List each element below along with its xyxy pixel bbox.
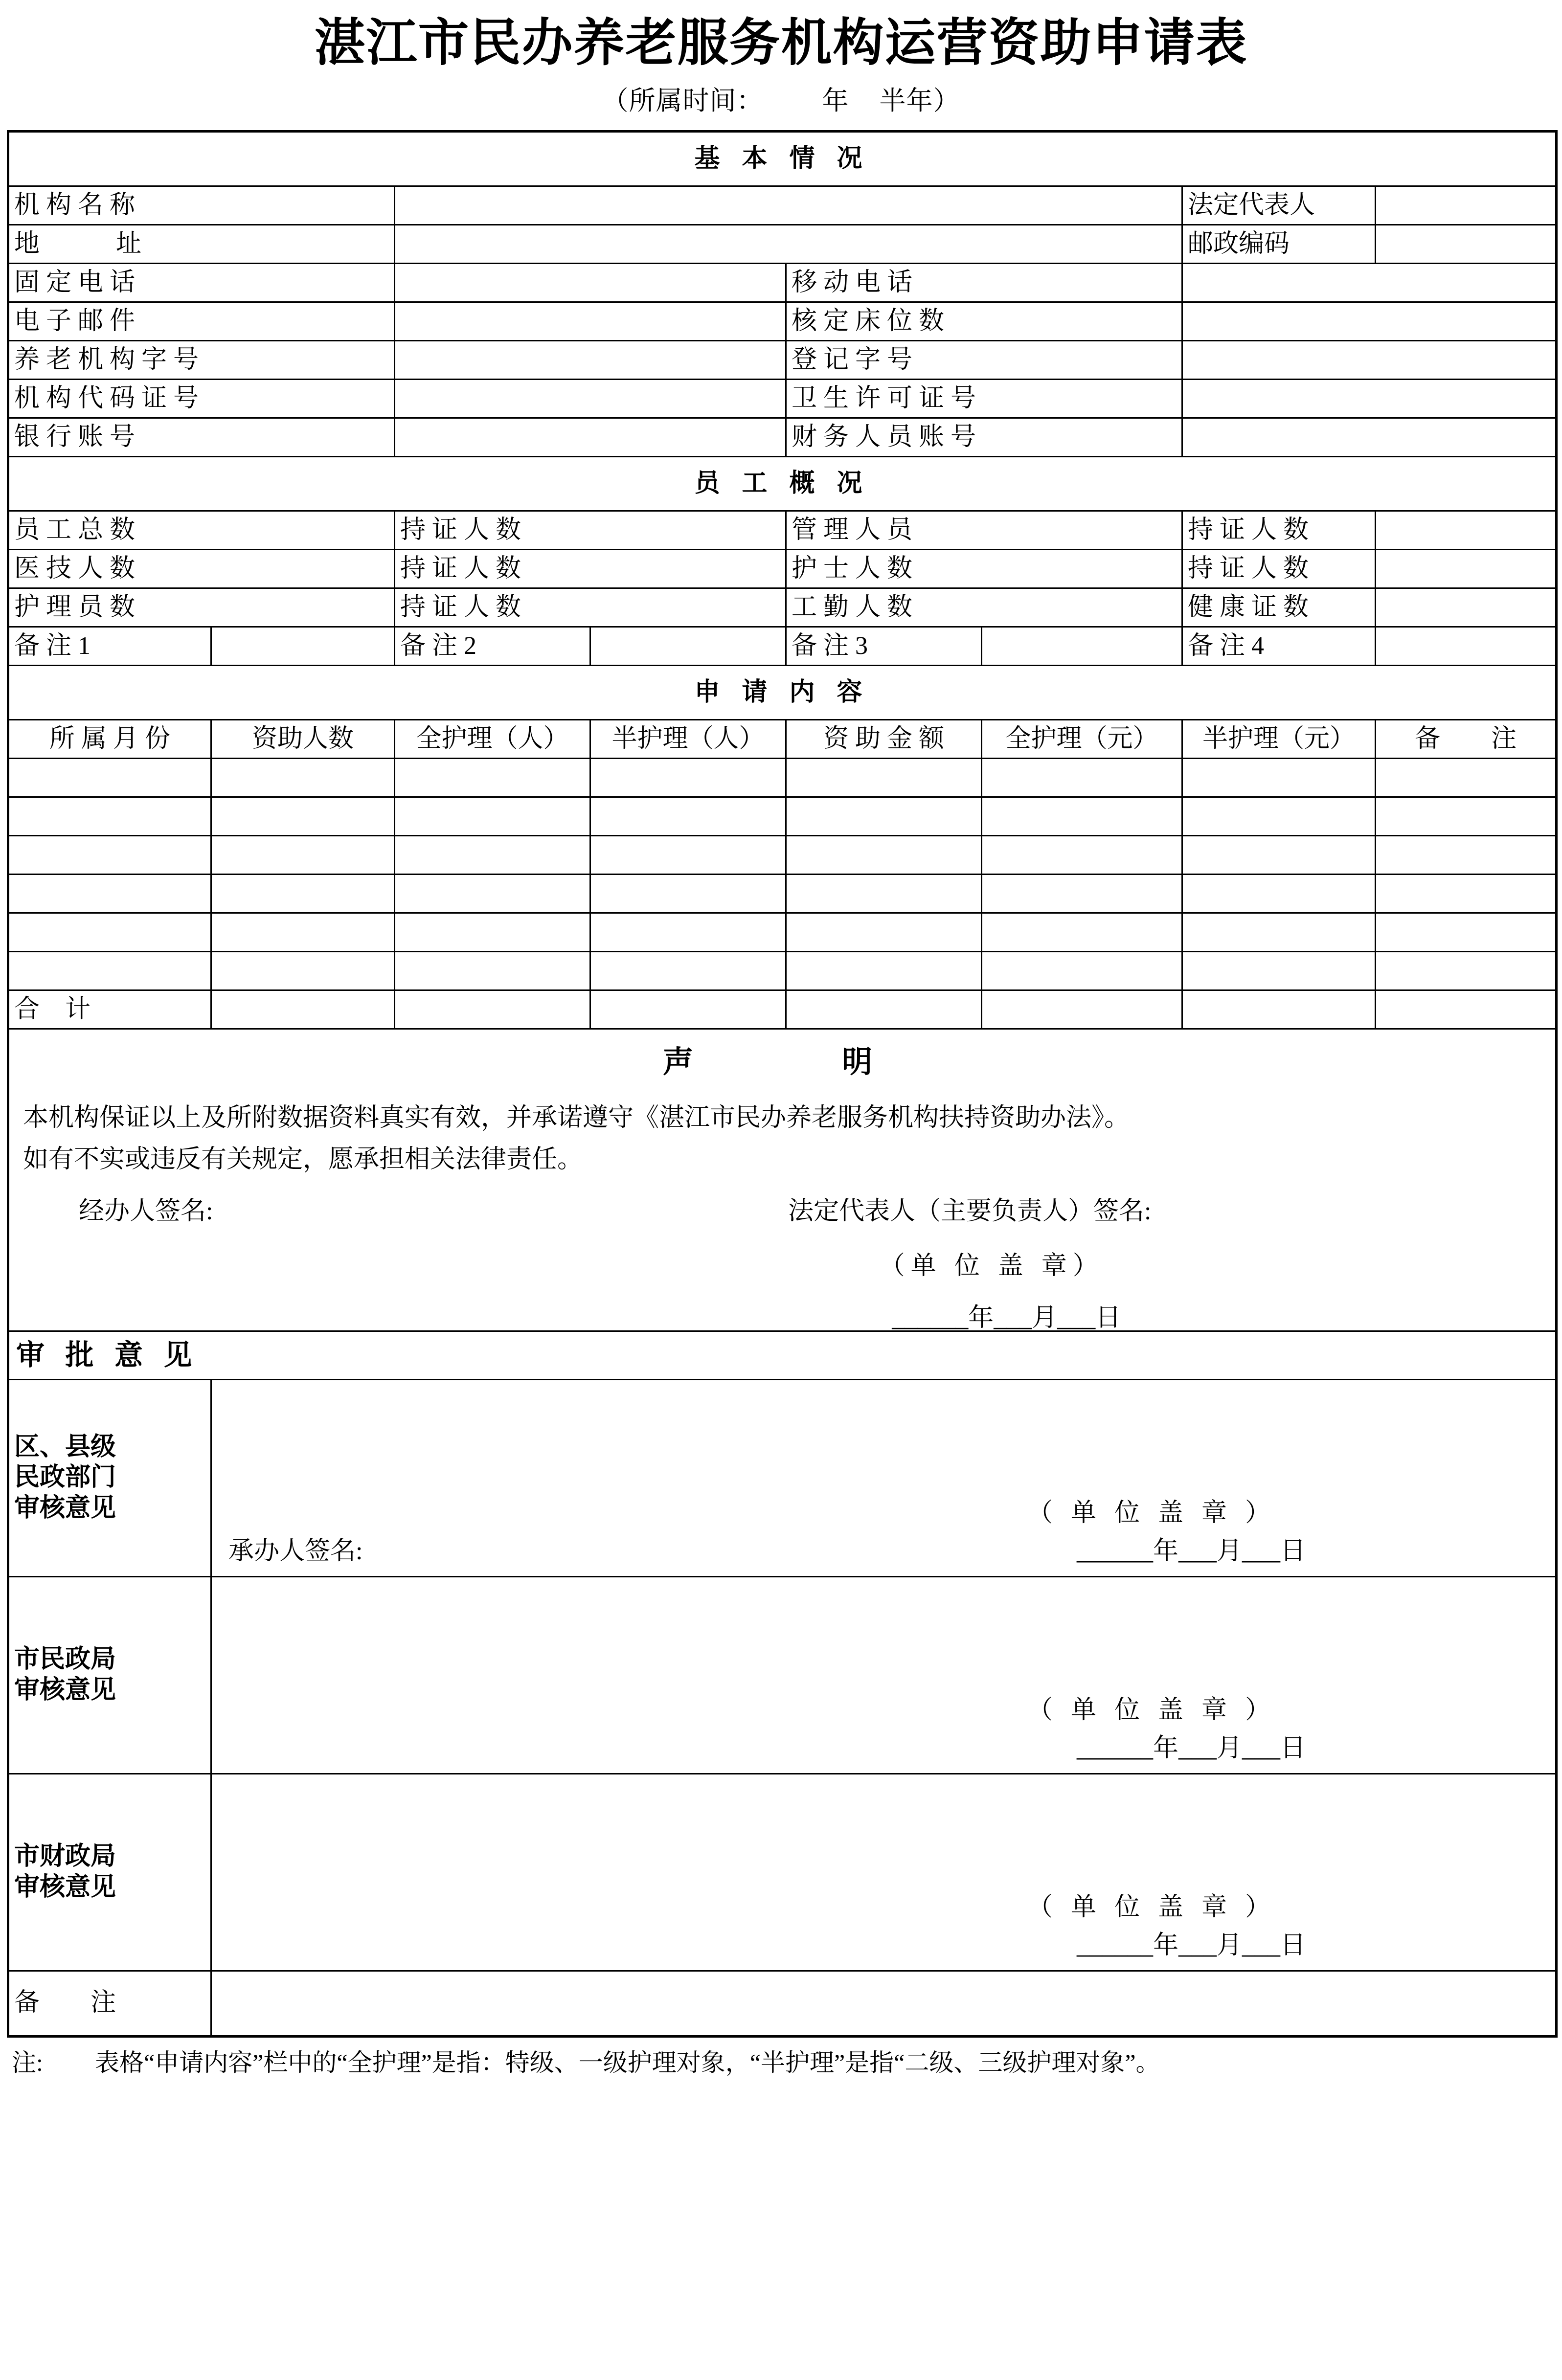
cell-remark[interactable] xyxy=(1376,952,1557,990)
column-header-half-care-persons: 半护理（人） xyxy=(590,720,786,759)
field-legal-rep[interactable] xyxy=(1376,186,1557,225)
label-bottom-remark: 备 注 xyxy=(8,1971,211,2036)
label-remark-2: 备 注 2 xyxy=(395,627,590,666)
approval-body-city-civil-affairs[interactable] xyxy=(211,1576,1557,1774)
signature-area xyxy=(20,1179,1544,1331)
approval-label-district-line3: 审核意见 xyxy=(14,1494,116,1522)
cell-month[interactable] xyxy=(8,797,211,836)
field-registration-code[interactable] xyxy=(1182,341,1557,380)
field-remark-3[interactable] xyxy=(982,627,1182,666)
row-eldercare-code xyxy=(8,341,1557,380)
total-subsidy-count[interactable] xyxy=(211,990,395,1029)
application-total-row xyxy=(8,990,1557,1029)
label-postcode: 邮政编码 xyxy=(1182,225,1376,264)
label-caregivers: 护 理 员 数 xyxy=(8,588,395,627)
label-remark-1: 备 注 1 xyxy=(8,627,211,666)
table-row xyxy=(8,913,1557,952)
column-header-full-care-persons: 全护理（人） xyxy=(395,720,590,759)
approval-seal-district: （ 单 位 盖 章 ） xyxy=(1027,1499,1277,1527)
approval-label-city-finance xyxy=(8,1774,211,1971)
approval-date-city-finance[interactable]: ______年___月___日 xyxy=(1077,1931,1306,1960)
approval-row-district xyxy=(8,1379,1557,1576)
approval-seal-city-finance: （ 单 位 盖 章 ） xyxy=(1027,1893,1277,1922)
approval-label-city-civil-affairs xyxy=(8,1576,211,1774)
cell-subsidy-count[interactable] xyxy=(211,875,395,913)
cell-half-care-persons[interactable] xyxy=(590,797,786,836)
declaration-title: 声 明 xyxy=(663,1046,902,1079)
cell-subsidy-amount[interactable] xyxy=(786,952,982,990)
field-postcode[interactable] xyxy=(1376,225,1557,264)
cell-half-care-persons[interactable] xyxy=(590,913,786,952)
label-institution-cert: 机 构 代 码 证 号 xyxy=(8,380,395,418)
cell-full-care-persons[interactable] xyxy=(395,952,590,990)
cell-full-care-yuan[interactable] xyxy=(982,836,1182,875)
approval-label-city-finance-line2: 审核意见 xyxy=(14,1873,116,1901)
approval-label-district-line2: 民政部门 xyxy=(14,1463,116,1492)
cell-half-care-persons[interactable] xyxy=(590,875,786,913)
cell-half-care-persons[interactable] xyxy=(590,836,786,875)
cell-full-care-yuan[interactable] xyxy=(982,952,1182,990)
total-full-care-yuan[interactable] xyxy=(982,990,1182,1029)
cell-full-care-persons[interactable] xyxy=(395,759,590,797)
declaration-line-2: 如有不实或违反有关规定，愿承担相关法律责任。 xyxy=(23,1145,583,1173)
cell-subsidy-count[interactable] xyxy=(211,913,395,952)
approval-label-district-line1: 区、县级 xyxy=(14,1433,116,1461)
approval-label-city-civil-affairs-line2: 审核意见 xyxy=(14,1676,116,1704)
row-staff-remarks xyxy=(8,627,1557,666)
field-remark-1[interactable] xyxy=(211,627,395,666)
column-header-subsidy-count: 资助人数 xyxy=(211,720,395,759)
approval-row-city-finance xyxy=(8,1774,1557,1971)
page-title: 湛江市民办养老服务机构运营资助申请表 xyxy=(314,15,1248,71)
row-bottom-remark xyxy=(8,1971,1557,2036)
field-nurses-certified[interactable] xyxy=(1376,550,1557,588)
subtitle-year: 年 xyxy=(822,86,849,115)
cell-remark[interactable] xyxy=(1376,875,1557,913)
field-finance-account[interactable] xyxy=(1182,418,1557,457)
field-health-permit[interactable] xyxy=(1182,380,1557,418)
approval-body-city-finance[interactable] xyxy=(211,1774,1557,1971)
section-header-approval-row xyxy=(8,1331,1557,1379)
field-approved-beds[interactable] xyxy=(1182,302,1557,341)
total-remark[interactable] xyxy=(1376,990,1557,1029)
label-logistics: 工 勤 人 数 xyxy=(786,588,1182,627)
table-row xyxy=(8,797,1557,836)
label-registration-code: 登 记 字 号 xyxy=(786,341,1182,380)
approval-date-city-civil-affairs[interactable]: ______年___月___日 xyxy=(1077,1734,1306,1763)
label-eldercare-code: 养 老 机 构 字 号 xyxy=(8,341,395,380)
cell-full-care-persons[interactable] xyxy=(395,836,590,875)
section-header-application: 申 请 内 容 xyxy=(8,666,1557,720)
row-telephone xyxy=(8,264,1557,302)
field-bottom-remark[interactable] xyxy=(211,1971,1557,2036)
row-medtech xyxy=(8,550,1557,588)
label-nurses: 护 士 人 数 xyxy=(786,550,1182,588)
approval-signer-district[interactable]: 承办人签名: xyxy=(228,1537,363,1566)
cell-remark[interactable] xyxy=(1376,797,1557,836)
cell-subsidy-amount[interactable] xyxy=(786,759,982,797)
field-institution-cert[interactable] xyxy=(395,380,786,418)
column-header-month: 所 属 月 份 xyxy=(8,720,211,759)
row-address xyxy=(8,225,1557,264)
declaration-block xyxy=(8,1029,1557,1331)
cell-subsidy-amount[interactable] xyxy=(786,836,982,875)
cell-half-care-yuan[interactable] xyxy=(1182,875,1376,913)
cell-full-care-yuan[interactable] xyxy=(982,875,1182,913)
label-managers-certified: 持 证 人 数 xyxy=(1182,511,1376,550)
field-remark-4[interactable] xyxy=(1376,627,1557,666)
cell-month[interactable] xyxy=(8,759,211,797)
cell-month[interactable] xyxy=(8,875,211,913)
section-header-staff: 员 工 概 况 xyxy=(8,457,1557,511)
legal-rep-signature-label[interactable]: 法定代表人（主要负责人）签名: xyxy=(788,1197,1152,1225)
cell-full-care-yuan[interactable] xyxy=(982,797,1182,836)
section-header-basic: 基 本 情 况 xyxy=(8,132,1557,186)
cell-subsidy-amount[interactable] xyxy=(786,797,982,836)
column-header-full-care-yuan: 全护理（元） xyxy=(982,720,1182,759)
subtitle-open: （所属时间： xyxy=(602,86,764,115)
field-managers-certified[interactable] xyxy=(1376,511,1557,550)
column-header-subsidy-amount: 资 助 金 额 xyxy=(786,720,982,759)
cell-remark[interactable] xyxy=(1376,913,1557,952)
section-header-application-row xyxy=(8,666,1557,720)
cell-full-care-persons[interactable] xyxy=(395,875,590,913)
cell-remark[interactable] xyxy=(1376,836,1557,875)
total-half-care-yuan[interactable] xyxy=(1182,990,1376,1029)
field-health-certificates[interactable] xyxy=(1376,588,1557,627)
row-institution-cert xyxy=(8,380,1557,418)
legal-rep-signature-group xyxy=(788,1196,1151,1331)
label-legal-rep: 法定代表人 xyxy=(1182,186,1376,225)
cell-half-care-yuan[interactable] xyxy=(1182,913,1376,952)
approval-label-district xyxy=(8,1379,211,1576)
field-mobile[interactable] xyxy=(1182,264,1557,302)
approval-row-city-civil-affairs xyxy=(8,1576,1557,1774)
label-staff-total: 员 工 总 数 xyxy=(8,511,395,550)
cell-half-care-yuan[interactable] xyxy=(1182,797,1376,836)
cell-month[interactable] xyxy=(8,952,211,990)
label-remark-3: 备 注 3 xyxy=(786,627,982,666)
table-row xyxy=(8,952,1557,990)
cell-full-care-yuan[interactable] xyxy=(982,913,1182,952)
main-form-table xyxy=(7,130,1558,2037)
label-total: 合 计 xyxy=(8,990,211,1029)
field-org-name[interactable] xyxy=(395,186,1182,225)
footnote-text: 表格“申请内容”栏中的“全护理”是指：特级、一级护理对象，“半护理”是指“二级、三级护理对象”。 xyxy=(95,2048,1160,2076)
label-finance-account: 财 务 人 员 账 号 xyxy=(786,418,1182,457)
company-seal-note: （单 位 盖 章） xyxy=(879,1252,1104,1280)
declaration-line-1: 本机构保证以上及所附数据资料真实有效，并承诺遵守《湛江市民办养老服务机构扶持资助办法》。 xyxy=(23,1103,1130,1132)
label-caregivers-certified: 持 证 人 数 xyxy=(395,588,786,627)
approval-body-district[interactable] xyxy=(211,1379,1557,1576)
label-approved-beds: 核 定 床 位 数 xyxy=(786,302,1182,341)
cell-subsidy-amount[interactable] xyxy=(786,875,982,913)
cell-full-care-yuan[interactable] xyxy=(982,759,1182,797)
column-header-remark: 备 注 xyxy=(1376,720,1557,759)
total-subsidy-amount[interactable] xyxy=(786,990,982,1029)
cell-full-care-persons[interactable] xyxy=(395,913,590,952)
row-staff-total xyxy=(8,511,1557,550)
label-email: 电 子 邮 件 xyxy=(8,302,395,341)
label-remark-4: 备 注 4 xyxy=(1182,627,1376,666)
label-org-name: 机 构 名 称 xyxy=(8,186,395,225)
label-nurses-certified: 持 证 人 数 xyxy=(1182,550,1376,588)
row-bank-account xyxy=(8,418,1557,457)
label-managers: 管 理 人 员 xyxy=(786,511,1182,550)
section-header-approval: 审 批 意 见 xyxy=(8,1331,1557,1379)
approval-label-city-civil-affairs-line1: 市民政局 xyxy=(14,1645,116,1674)
field-address[interactable] xyxy=(395,225,1182,264)
label-health-permit: 卫 生 许 可 证 号 xyxy=(786,380,1182,418)
application-column-header-row xyxy=(8,720,1557,759)
label-mobile: 移 动 电 话 xyxy=(786,264,1182,302)
cell-subsidy-amount[interactable] xyxy=(786,913,982,952)
total-half-care-persons[interactable] xyxy=(590,990,786,1029)
field-remark-2[interactable] xyxy=(590,627,786,666)
label-staff-total-certified: 持 证 人 数 xyxy=(395,511,786,550)
label-address: 地 址 xyxy=(8,225,395,264)
section-header-staff-row xyxy=(8,457,1557,511)
total-full-care-persons[interactable] xyxy=(395,990,590,1029)
subtitle-half: 半年） xyxy=(879,86,960,115)
table-row xyxy=(8,759,1557,797)
cell-subsidy-count[interactable] xyxy=(211,952,395,990)
table-row xyxy=(8,836,1557,875)
cell-half-care-yuan[interactable] xyxy=(1182,759,1376,797)
cell-half-care-persons[interactable] xyxy=(590,952,786,990)
officer-signature-label[interactable]: 经办人签名: xyxy=(79,1197,213,1225)
label-medtech-certified: 持 证 人 数 xyxy=(395,550,786,588)
row-email xyxy=(8,302,1557,341)
page-subtitle xyxy=(7,74,1555,131)
section-header-basic-row xyxy=(8,132,1557,186)
cell-subsidy-count[interactable] xyxy=(211,797,395,836)
label-bank-account: 银 行 账 号 xyxy=(8,418,395,457)
cell-half-care-persons[interactable] xyxy=(590,759,786,797)
footnote-tag: 注: xyxy=(12,2048,43,2076)
cell-full-care-persons[interactable] xyxy=(395,797,590,836)
field-email[interactable] xyxy=(395,302,786,341)
declaration-date-line[interactable]: ______年___月___日 xyxy=(892,1304,1121,1331)
field-eldercare-code[interactable] xyxy=(395,341,786,380)
cell-half-care-yuan[interactable] xyxy=(1182,836,1376,875)
label-telephone: 固 定 电 话 xyxy=(8,264,395,302)
approval-label-city-finance-line1: 市财政局 xyxy=(14,1842,116,1871)
cell-subsidy-count[interactable] xyxy=(211,836,395,875)
approval-seal-city-civil-affairs: （ 单 位 盖 章 ） xyxy=(1027,1696,1277,1725)
column-header-half-care-yuan: 半护理（元） xyxy=(1182,720,1376,759)
declaration-block-row xyxy=(8,1029,1557,1331)
footnote xyxy=(7,2038,1555,2080)
approval-date-district[interactable]: ______年___月___日 xyxy=(1077,1537,1306,1566)
cell-remark[interactable] xyxy=(1376,759,1557,797)
table-row xyxy=(8,875,1557,913)
field-telephone[interactable] xyxy=(395,264,786,302)
cell-month[interactable] xyxy=(8,913,211,952)
label-health-certificates: 健 康 证 数 xyxy=(1182,588,1376,627)
cell-half-care-yuan[interactable] xyxy=(1182,952,1376,990)
row-org-name xyxy=(8,186,1557,225)
cell-subsidy-count[interactable] xyxy=(211,759,395,797)
label-medtech: 医 技 人 数 xyxy=(8,550,395,588)
row-caregivers xyxy=(8,588,1557,627)
field-bank-account[interactable] xyxy=(395,418,786,457)
cell-month[interactable] xyxy=(8,836,211,875)
